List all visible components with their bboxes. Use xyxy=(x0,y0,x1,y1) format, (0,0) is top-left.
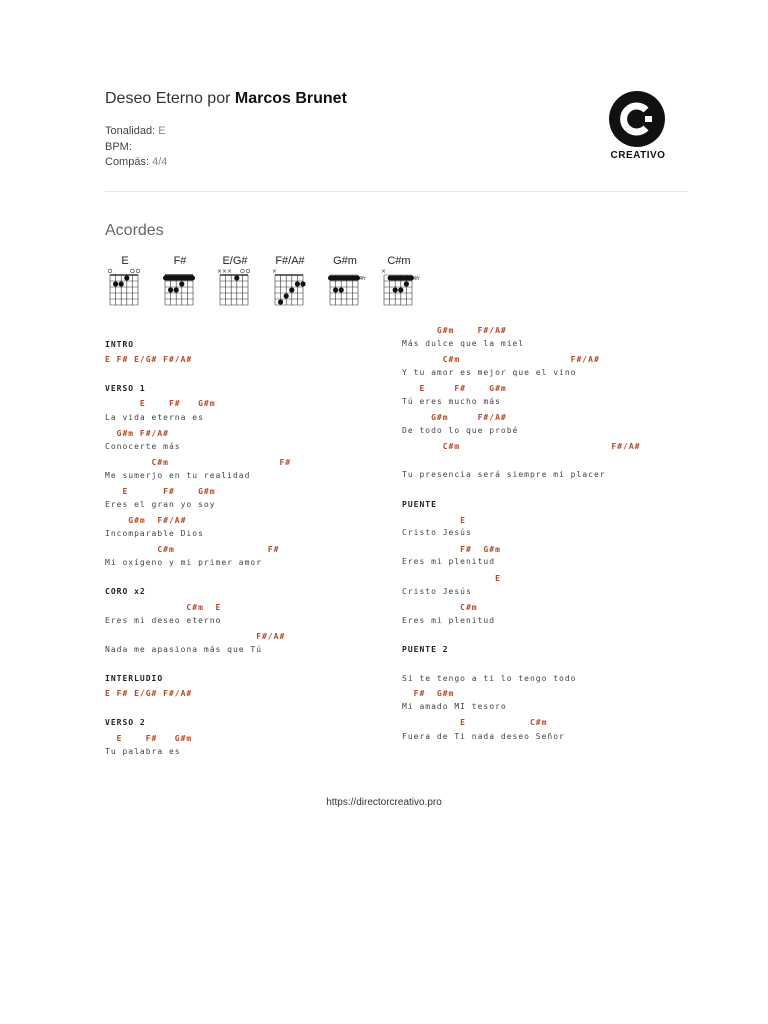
chord-line: E C#m xyxy=(402,718,548,727)
lyric-line: Eres mi plenitud xyxy=(402,616,496,625)
chord-diagrams xyxy=(105,255,425,315)
lyric-line: La vida eterna es xyxy=(105,413,204,422)
lyric-line: Tu palabra es xyxy=(105,747,181,756)
lyric-line: Fuera de Ti nada deseo Señor xyxy=(402,732,565,741)
fretboard-e-over-g-sharp xyxy=(215,267,255,317)
lyric-line: Más dulce que la miel xyxy=(402,339,525,348)
chord-line: E xyxy=(402,574,501,583)
lyric-line: Eres el gran yo soy xyxy=(105,500,216,509)
section-label: INTRO xyxy=(105,340,135,349)
chord-diagram-e-over-g-sharp xyxy=(215,255,255,315)
lyric-line: Cristo Jesús xyxy=(402,528,472,537)
svg-text:4fr: 4fr xyxy=(413,276,420,282)
chord-name: F# xyxy=(173,255,187,267)
chord-name: F#/A# xyxy=(275,255,305,267)
key-value: E xyxy=(158,125,166,137)
chord-line: E F# E/G# F#/A# xyxy=(105,355,193,364)
chord-diagram-g-sharp-minor xyxy=(325,255,365,315)
fretboard-g-sharp-minor xyxy=(325,267,365,317)
creativo-c-logo-icon xyxy=(608,90,668,150)
song-name: Deseo Eterno xyxy=(105,90,203,107)
lyric-line: Tú eres mucho más xyxy=(402,397,501,406)
section-label: VERSO 2 xyxy=(105,718,146,727)
time-label: Compás: xyxy=(105,156,150,168)
bpm-label: BPM: xyxy=(105,141,132,153)
chord-line: G#m F#/A# xyxy=(402,413,507,422)
key-label: Tonalidad: xyxy=(105,125,156,137)
chord-line: F# G#m xyxy=(402,689,455,698)
lyric-line: Y tu amor es mejor que el vino xyxy=(402,368,577,377)
svg-text:4fr: 4fr xyxy=(359,276,366,282)
chord-name: C#m xyxy=(387,255,411,267)
fretboard-f-sharp-over-a-sharp xyxy=(270,267,310,317)
chord-diagram-f-sharp-over-a-sharp xyxy=(270,255,310,315)
lyric-line: Cristo Jesús xyxy=(402,587,472,596)
chord-line: C#m F# xyxy=(105,458,292,467)
key-row xyxy=(105,125,166,137)
chord-line: E F# G#m xyxy=(402,384,507,393)
chord-diagram-f-sharp xyxy=(160,255,200,315)
chord-line: C#m E xyxy=(105,603,222,612)
svg-text:×××: ××× xyxy=(217,268,233,275)
creativo-logo xyxy=(608,90,668,165)
lyric-line: Incomparable Dios xyxy=(105,529,204,538)
section-label: INTERLUDIO xyxy=(105,674,164,683)
chord-line: G#m F#/A# xyxy=(105,516,187,525)
svg-text:×: × xyxy=(272,268,278,275)
chord-line: C#m F#/A# xyxy=(402,442,641,451)
lyric-line: De todo lo que probé xyxy=(402,426,519,435)
chord-line: E F# G#m xyxy=(105,399,216,408)
artist-name: Marcos Brunet xyxy=(234,90,347,107)
fretboard-e xyxy=(105,267,145,317)
chord-line: C#m xyxy=(402,603,478,612)
lyric-line: Mi oxígeno y mi primer amor xyxy=(105,558,263,567)
lyric-line: Eres mi deseo eterno xyxy=(105,616,222,625)
section-label: PUENTE xyxy=(402,500,437,509)
fretboard-f-sharp xyxy=(160,267,200,317)
bpm-row xyxy=(105,141,132,153)
time-value: 4/4 xyxy=(152,156,168,168)
song-title xyxy=(105,90,347,108)
chord-name: G#m xyxy=(333,255,357,267)
lyric-line: Nada me apasiona más que Tú xyxy=(105,645,263,654)
chord-line: G#m F#/A# xyxy=(402,326,507,335)
chord-line: F# G#m xyxy=(402,545,501,554)
chords-heading: Acordes xyxy=(105,222,164,239)
section-label: CORO x2 xyxy=(105,587,146,596)
chord-line: E F# G#m xyxy=(105,734,193,743)
section-label: VERSO 1 xyxy=(105,384,146,393)
section-label: PUENTE 2 xyxy=(402,645,449,654)
header-divider xyxy=(105,191,688,192)
footer-url[interactable]: https://directorcreativo.pro xyxy=(326,797,442,808)
chord-line: C#m F#/A# xyxy=(402,355,600,364)
chord-name: E/G# xyxy=(222,255,248,267)
by-word: por xyxy=(207,90,231,107)
chord-line: E xyxy=(402,516,466,525)
svg-text:×: × xyxy=(381,268,387,275)
lyric-line: Eres mi plenitud xyxy=(402,557,496,566)
chord-line: G#m F#/A# xyxy=(105,429,169,438)
chord-line: C#m F# xyxy=(105,545,280,554)
chord-diagram-c-sharp-minor xyxy=(379,255,419,315)
fretboard-c-sharp-minor xyxy=(379,267,419,317)
logo-text: CREATIVO xyxy=(610,150,666,161)
lyric-line: Si te tengo a ti lo tengo todo xyxy=(402,674,577,683)
chord-name: E xyxy=(121,255,129,267)
time-signature-row xyxy=(105,156,167,168)
chord-line: E F# G#m xyxy=(105,487,216,496)
lyric-line: Mi amado MI tesoro xyxy=(402,702,507,711)
chord-line: F#/A# xyxy=(105,632,286,641)
lyric-line: Me sumerjo en tu realidad xyxy=(105,471,251,480)
chord-line: E F# E/G# F#/A# xyxy=(105,689,193,698)
lyric-line: Conocerte más xyxy=(105,442,181,451)
chord-diagram-e xyxy=(105,255,145,315)
lyric-line: Tu presencia será siempre mi placer xyxy=(402,470,606,479)
